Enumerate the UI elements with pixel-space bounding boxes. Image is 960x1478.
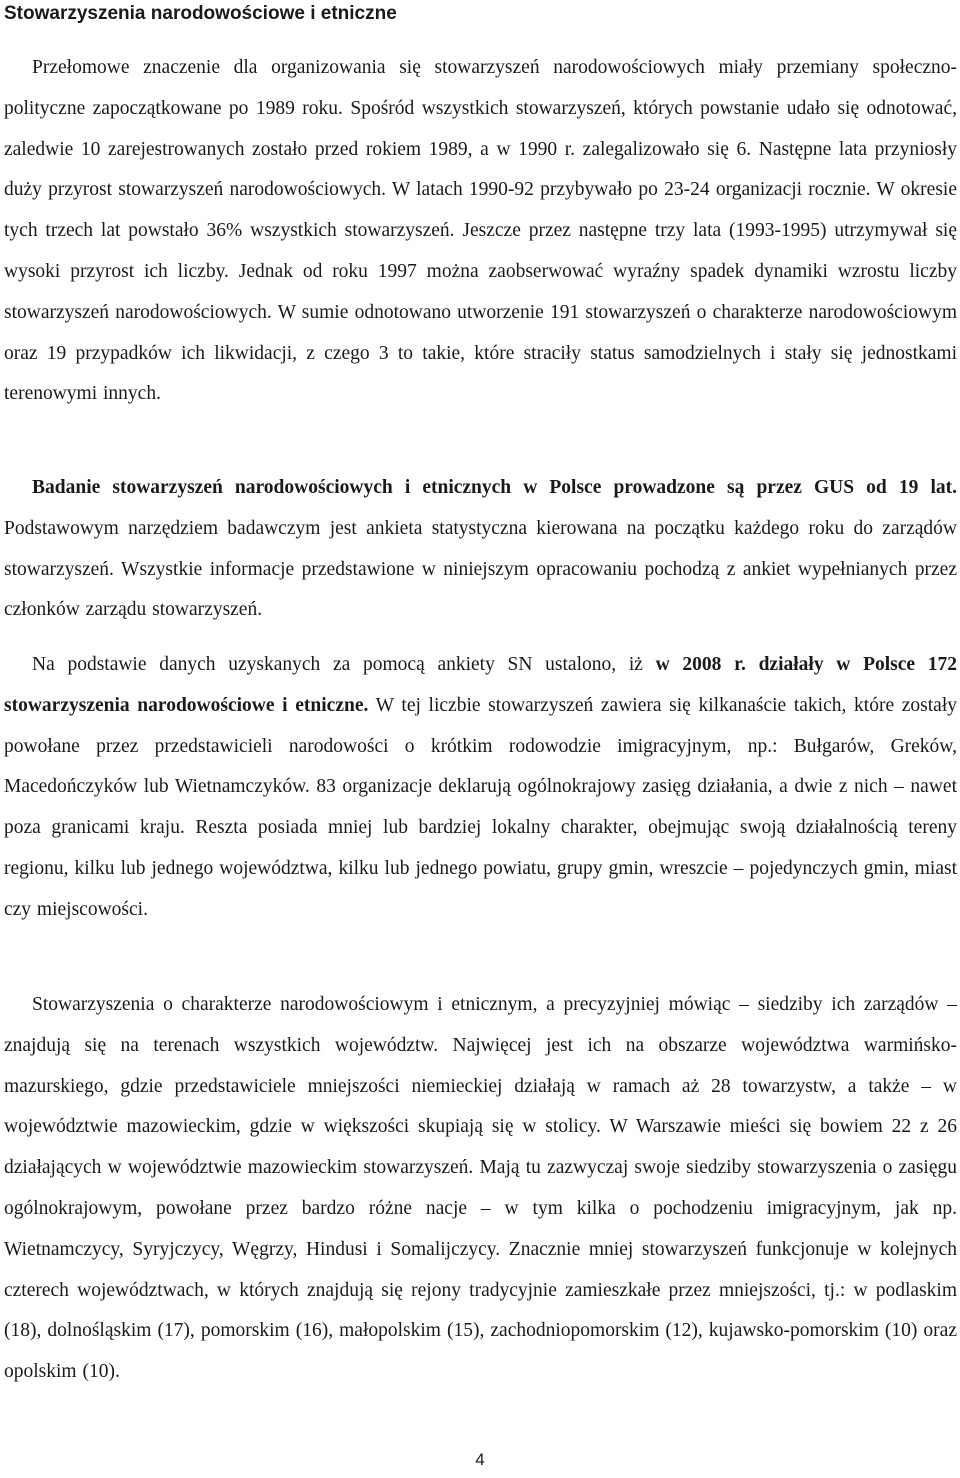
section-title: Stowarzyszenia narodowościowe i etniczne bbox=[4, 3, 397, 24]
paragraph-2008-intro: Na podstawie danych uzyskanych za pomocą ankiety SN ustalono, iż bbox=[32, 654, 656, 675]
paragraph-2008-text: W tej liczbie stowarzyszeń zawiera się kilkanaście takich, które zostały powołane przez przedstawicieli narodowości o krótkim rodowodzie imigracyjnym, np.: Bułgarów, Greków, Macedończyków lub Wietnamczyków. 83 organizacje deklarują ogólnokrajowy zasięg działania, a dwie z nich – nawet poza granicami kraju. Reszta posiada mniej lub bardziej lokalny charakter, obejmując swoją działalnością tereny regionu, kilku lub jednego województwa, kilku lub jednego powiatu, grupy gmin, wreszcie – pojedynczych gmin, miast czy miejscowości. bbox=[4, 694, 958, 920]
paragraph-regional-distribution: Stowarzyszenia o charakterze narodowościowym i etnicznym, a precyzyjniej mówiąc – siedziby ich zarządów – znajdują się na terenach wszystkich województw. Najwięcej jest ich na obszarze województwa warmińsko-mazurskiego, gdzie przedstawiciele mniejszości niemieckiej działają w ramach aż 28 towarzystw, a także – w województwie mazowieckim, gdzie w większości skupiają się w stolicy. W Warszawie mieści się bowiem 22 z 26 działających w województwie mazowieckim stowarzyszeń. Mają tu zazwyczaj swoje siedziby stowarzyszenia o zasięgu ogólnokrajowym, powołane przez bardzo różne nacje – w tym kilka o pochodzeniu imigracyjnym, jak np. Wietnamczycy, Syryjczycy, Węgrzy, Hindusi i Somalijczycy. Znacznie mniej stowarzyszeń funkcjonuje w kolejnych czterech województwach, w których znajdują się rejony tradycyjnie zamieszkałe przez mniejszości, tj.: w podlaskim (18), dolnośląskim (17), pomorskim (16), małopolskim (15), zachodniopomorskim (12), kujawsko-pomorskim (10) oraz opolskim (10). bbox=[4, 994, 957, 1383]
paragraph-survey-bold: Badanie stowarzyszeń narodowościowych i etnicznych w Polsce prowadzone są przez GUS od 19 lat. bbox=[32, 477, 957, 498]
paragraph-survey bbox=[4, 468, 957, 631]
paragraph-history: Przełomowe znaczenie dla organizowania się stowarzyszeń narodowościowych miały przemiany społeczno-polityczne zapoczątkowane po 1989 roku. Spośród wszystkich stowarzyszeń, których powstanie udało się odnotować, zaledwie 10 zarejestrowanych zostało przed rokiem 1989, a w 1990 r. zalegalizowało się 6. Następne lata przyniosły duży przyrost stowarzyszeń narodowościowych. W latach 1990-92 przybywało po 23-24 organizacji rocznie. W okresie tych trzech lat powstało 36% wszystkich stowarzyszeń. Jeszcze przez następne trzy lata (1993-1995) utrzymywał się wysoki przyrost ich liczby. Jednak od roku 1997 można zaobserwować wyraźny spadek dynamiki wzrostu liczby stowarzyszeń narodowościowych. W sumie odnotowano utworzenie 191 stowarzyszeń o charakterze narodowościowym oraz 19 przypadków ich likwidacji, z czego 3 to takie, które straciły status samodzielnych i stały się jednostkami terenowymi innych. bbox=[4, 57, 957, 405]
paragraph-survey-text: Podstawowym narzędziem badawczym jest ankieta statystyczna kierowana na początku każdego roku do zarządów stowarzyszeń. Wszystkie informacje przedstawione w niniejszym opracowaniu pochodzą z ankiet wypełnianych przez członków zarządu stowarzyszeń. bbox=[4, 517, 957, 621]
page-number: 4 bbox=[475, 1450, 485, 1469]
paragraph-2008-bold: w 2008 r. działały w Polsce 172 stowarzyszenia narodowościowe i etniczne. bbox=[4, 654, 957, 716]
paragraph-2008-count bbox=[4, 645, 957, 931]
